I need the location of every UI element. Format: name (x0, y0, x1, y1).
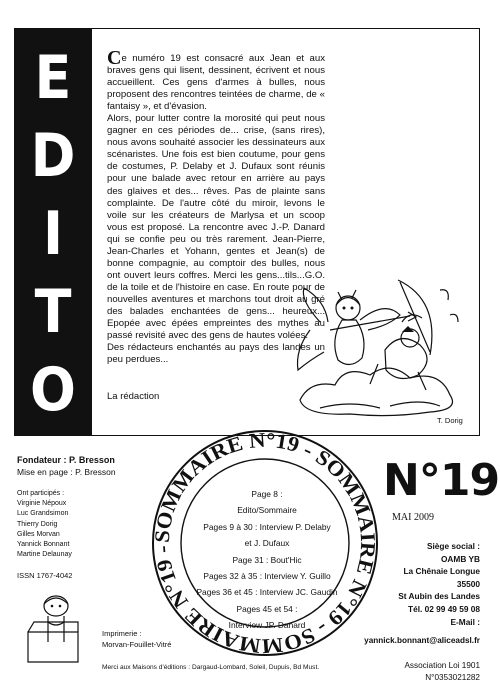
contributors (17, 489, 72, 560)
contact-line: Siège social : (426, 541, 480, 551)
edito-letter: T (34, 277, 72, 347)
paragraph (107, 47, 465, 113)
sommaire-item: Page 31 : Bout'Hic (232, 554, 302, 565)
sommaire-item: Pages 36 et 45 : Interview JC. Gaudin (196, 587, 338, 598)
contributor-name: Thierry Dorig (17, 520, 58, 528)
contact-line: E-Mail : (450, 616, 480, 627)
contact-line: OAMB YB (440, 553, 480, 564)
sommaire-list (182, 486, 352, 634)
sommaire-ring-text: SOMMAIRE N°19 - SOMMAIRE N°19 - SOMMAIRE N°19 - (150, 428, 380, 658)
signature: La rédaction (107, 391, 160, 402)
edito-letter: I (42, 199, 64, 269)
issue-date: MAI 2009 (392, 512, 434, 523)
dropcap: C (107, 47, 122, 69)
kid-drawing (24, 592, 82, 670)
sommaire-item: Page 8 : (251, 489, 283, 499)
contact-block (398, 540, 480, 628)
sommaire-item: Pages 32 à 35 : Interview Y. Guillo (203, 571, 331, 582)
founder-label: Fondateur : (17, 455, 67, 465)
contact-line: St Aubin des Landes (398, 591, 480, 602)
paragraph-text: e numéro 19 est consacré aux Jean et aux braves gens qui lisent, dessinent, écrivent et nous accueillent. Ces gens d'armes à bulles, nous proposent des rencontres teintées de charme, de « fantaisy », et d'évasion. (107, 53, 325, 113)
association-line: Association Loi 1901 (404, 661, 480, 670)
sommaire-item: Interview JP. Danard (228, 620, 306, 631)
edito-letter: O (30, 355, 76, 425)
email-link[interactable]: yannick.bonnant@aliceadsl.fr (364, 636, 480, 645)
contact-line: La Chênaie Longue (403, 566, 480, 577)
edito-letter: D (30, 121, 76, 191)
contact-line: 35500 (456, 578, 480, 589)
cupid-illustration (290, 260, 465, 420)
contributor-name: Gilles Morvan (17, 530, 60, 538)
printer-name: Morvan-Fouillet-Vitré (102, 640, 172, 649)
paragraph: Des rédacteurs enchantés au pays des landes un peu perdues... (107, 342, 325, 366)
contributor-name: Luc Grandsimon (17, 510, 69, 518)
sommaire-item: et J. Dufaux (244, 538, 290, 549)
contributor-name: Yannick Bonnant (17, 541, 70, 549)
sommaire-item: Pages 45 et 54 : (236, 603, 298, 614)
issn: ISSN 1767-4042 (17, 571, 73, 580)
contributor-name: Virginie Népoux (17, 500, 67, 508)
illustration-credit: T. Dorig (437, 416, 463, 425)
sommaire-item: Edito/Sommaire (237, 505, 297, 516)
founder (17, 455, 115, 465)
contact-line: Tél. 02 99 49 59 08 (408, 603, 480, 614)
sommaire-item: Pages 9 à 30 : Interview P. Delaby (203, 521, 331, 532)
contributors-heading: Ont participés : (17, 490, 65, 497)
contributor-name: Martine Delaunay (17, 551, 72, 559)
association-line: N°0353021282 (425, 673, 480, 682)
paragraph: Alors, pour lutter contre la morosité qui peut nous gagner en ces périodes de... crise, (sans rires), nous avons souhaité associer les dessinateurs aux scénaristes. Une fois est bien coutume, pour gens de costumes, P. Delaby et J. Dufaux sont réunis pour une balade avec retour en arrière au pays des glaives et des... rêves. Pas de plainte sans complainte. De l'autre côté du miroir, levons le voile sur les créateurs de Marlysa et un scoop vous est proposé. La rencontre avec J.-P. Danard qui se confie peu ou très rarement. Jean-Pierre, Jean-Charles et Yohann, gentes et Jean(s) de bonne compagnie, au comptoir des bulles, nous ont ouvert leurs coffres. Merci les gens...tils...G.O. de la toile et de l'histoire en case. En route pour de nouvelles aventures et marchons tout droit au gré des balades enchantées de gens... heureux... Epopée avec épées empreintes des mythes au passé revisité avec des gens de hautes volées. (107, 113, 325, 342)
issue-number: N°19 (383, 455, 500, 506)
layout-credit: Mise en page : P. Bresson (17, 467, 116, 477)
printer-label: Imprimerie : (102, 629, 142, 638)
association-info (404, 660, 480, 684)
edito-letter: E (34, 43, 72, 113)
founder-name: P. Bresson (69, 455, 115, 465)
thanks: Merci aux Maisons d'éditions : Dargaud-Lombard, Soleil, Dupuis, Bd Must. (102, 664, 320, 671)
edito-vertical-title (14, 28, 92, 436)
